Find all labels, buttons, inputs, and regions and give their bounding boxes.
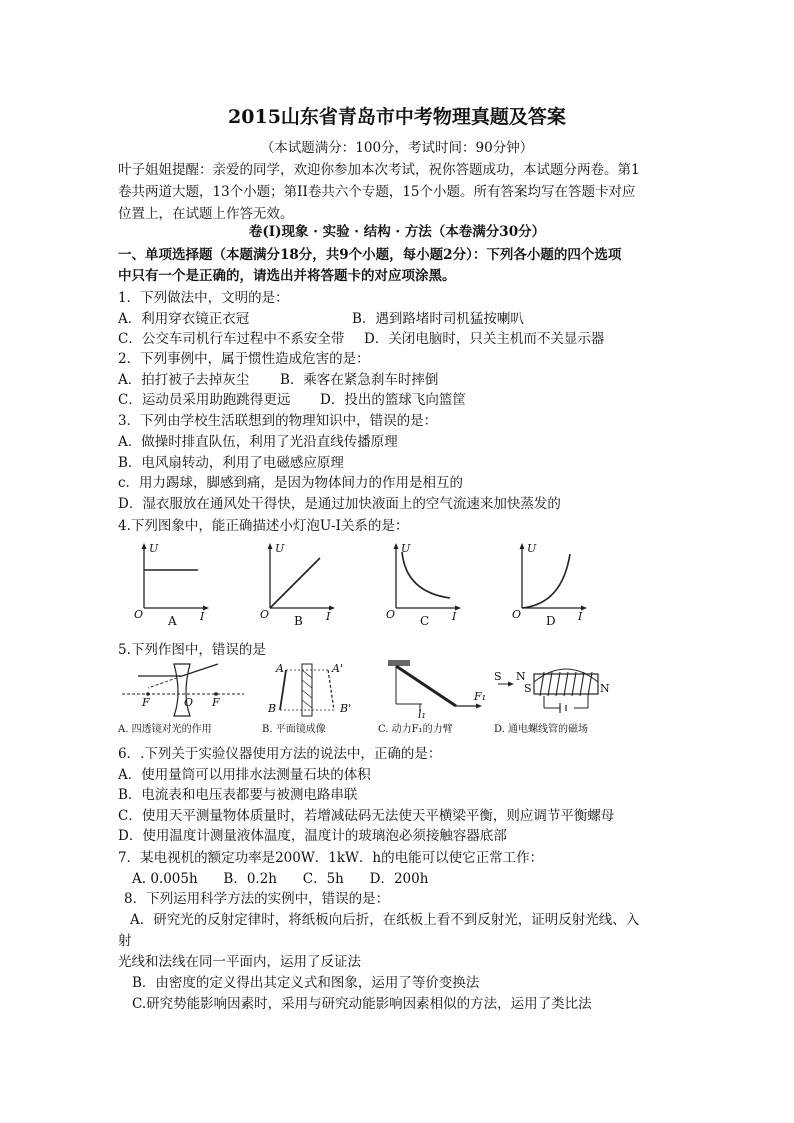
q8-stem: 8．下列运用科学方法的实例中，错误的是： [124,891,390,907]
q3-option-b: B．电风扇转动，利用了电磁感应原理 [118,455,344,471]
q8-option-c: C.研究势能影响因素时，采用与研究动能影响因素相似的方法，运用了类比法 [132,996,592,1012]
axis-i-label: I [200,610,205,623]
q8-option-a-line-1: A．研究光的反射定律时，将纸板向后折，在纸板上看不到反射光，证明反射光线、入 [130,912,640,928]
q3-option-d: D．湿衣服放在通风处干得快，是通过加快液面上的空气流速来加快蒸发的 [118,496,561,512]
q6-option-d: D．使用温度计测量液体温度，温度计的玻璃泡必须接触容器底部 [118,828,507,844]
ui-graph-d [500,540,590,630]
axis-u-label: U [527,542,537,555]
graph-a-label: A [168,614,177,628]
diagram-a-caption: A. 四透镜对光的作用 [118,724,212,735]
q7-options: A. 0.005h B．0.2h C．5h D．200h [132,871,429,887]
graph-b-label: B [294,614,303,628]
diagram-c-caption: C. 动力F₁的力臂 [378,724,453,735]
solenoid-diagram-svg [494,660,614,718]
axis-u-label: U [401,542,411,555]
lever-diagram [378,660,488,740]
point-a: A [276,662,284,675]
q2-option-d: D．投出的篮球飞向篮筐 [320,392,466,408]
part1-heading-line-2: 中只有一个是正确的，请选出并将答题卡的对应项涂黑。 [118,268,456,284]
axis-i-label: I [452,610,457,623]
q2-option-c: C．运动员采用助跑跳得更远 [118,392,291,408]
q1-option-b: B．遇到路堵时司机猛按喇叭 [352,311,524,327]
q6-option-b: B．电流表和电压表都要与被测电路串联 [118,787,358,803]
axis-i-label: I [326,610,331,623]
lens-center: O [184,696,194,709]
ui-graph-b [248,540,338,630]
q2-option-b: B．乘客在紧急刹车时摔倒 [280,372,439,388]
origin-label: O [260,608,270,621]
origin-label: O [134,608,144,621]
q1-stem: 1．下列做法中，文明的是： [118,290,289,306]
intro-line-2: 卷共两道大题，13个小题；第II卷共六个专题，15个小题。所有答案均写在答题卡对应 [118,184,636,200]
q6-stem: 6．.下列关于实验仪器使用方法的说法中，正确的是： [118,746,442,762]
q3-option-a: A．做操时排直队伍，利用了光沿直线传播原理 [118,434,398,450]
compass-n: N [516,670,526,683]
mirror-diagram [262,660,372,740]
lens-focus-right: F [212,696,220,709]
lens-focus-left: F [142,696,150,709]
q2-option-a: A．拍打被子去掉灰尘 [118,372,250,388]
q2-stem: 2．下列事例中，属于惯性造成危害的是： [118,351,370,367]
q3-option-c: c．用力踢球，脚感到痛，是因为物体间力的作用是相互的 [118,475,464,491]
q6-option-a: A．使用量筒可以用排水法测量石块的体积 [118,767,371,783]
diagram-d-caption: D. 通电螺线管的磁场 [494,724,589,735]
force-label: F₁ [474,690,487,703]
ui-graph-c [374,540,464,630]
q4-stem: 4.下列图象中，能正确描述小灯泡U-I关系的是： [118,518,409,534]
graph-c-label: C [420,614,430,628]
q1-option-d: D．关闭电脑时，只关主机而不关显示器 [364,331,605,347]
q8-option-a-line-3: 光线和法线在同一平面内，运用了反证法 [118,954,361,970]
point-b-prime: B' [340,702,352,715]
q3-stem: 3．下列由学校生活联想到的物理知识中，错误的是： [118,413,438,429]
q8-option-b: B．由密度的定义得出其定义式和图象，运用了等价变换法 [132,975,480,991]
lever-diagram-svg [378,660,488,718]
section-title: 卷(I)现象 · 实验 · 结构 · 方法（本卷满分30分） [248,224,546,240]
exam-info: （本试题满分：100分，考试时间：90分钟） [260,140,534,156]
lens-diagram [118,660,248,740]
q1-option-a: A．利用穿衣镜正衣冠 [118,311,250,327]
q8-option-a-line-2: 射 [118,933,132,949]
q7-stem: 7．某电视机的额定功率是200W．1kW．h的电能可以使它正常工作： [118,850,544,866]
axis-u-label: U [149,542,159,555]
q5-stem: 5.下列作图中，错误的是 [118,642,266,658]
origin-label: O [386,608,396,621]
page-title: 2015山东省青岛市中考物理真题及答案 [228,106,566,128]
intro-line-1: 叶子姐姐提醒：亲爱的同学，欢迎你参加本次考试，祝你答题成功，本试题分两卷。第1 [118,162,640,178]
point-b: B [268,702,277,715]
lever-bar [396,666,456,706]
ui-graph-a [122,540,212,630]
mirror-shape [302,664,312,716]
curve-b [270,558,320,608]
arm-label: l₁ [418,708,426,721]
lens-diagram-svg [118,660,248,718]
graph-d-label: D [546,614,556,628]
origin-label: O [512,608,522,621]
q1-option-c: C．公交车司机行车过程中不系安全带 [118,331,345,347]
curve-d [522,554,570,608]
pole-right: N [600,682,610,695]
compass-s: S [494,670,502,683]
pole-left: S [524,682,532,695]
q6-option-c: C．使用天平测量物体质量时，若增减砝码无法使天平横梁平衡，则应调节平衡螺母 [118,808,615,824]
point-a-prime: A' [332,662,343,675]
axis-u-label: U [275,542,285,555]
curve-c [402,552,450,598]
diagram-b-caption: B. 平面镜成像 [262,724,326,735]
intro-line-3: 位置上，在试题上作答无效。 [118,206,294,222]
axis-i-label: I [578,610,583,623]
part1-heading-line-1: 一、单项选择题（本题满分18分，共9个小题，每小题2分）：下列各小题的四个选项 [118,247,622,263]
solenoid-diagram [494,660,614,740]
